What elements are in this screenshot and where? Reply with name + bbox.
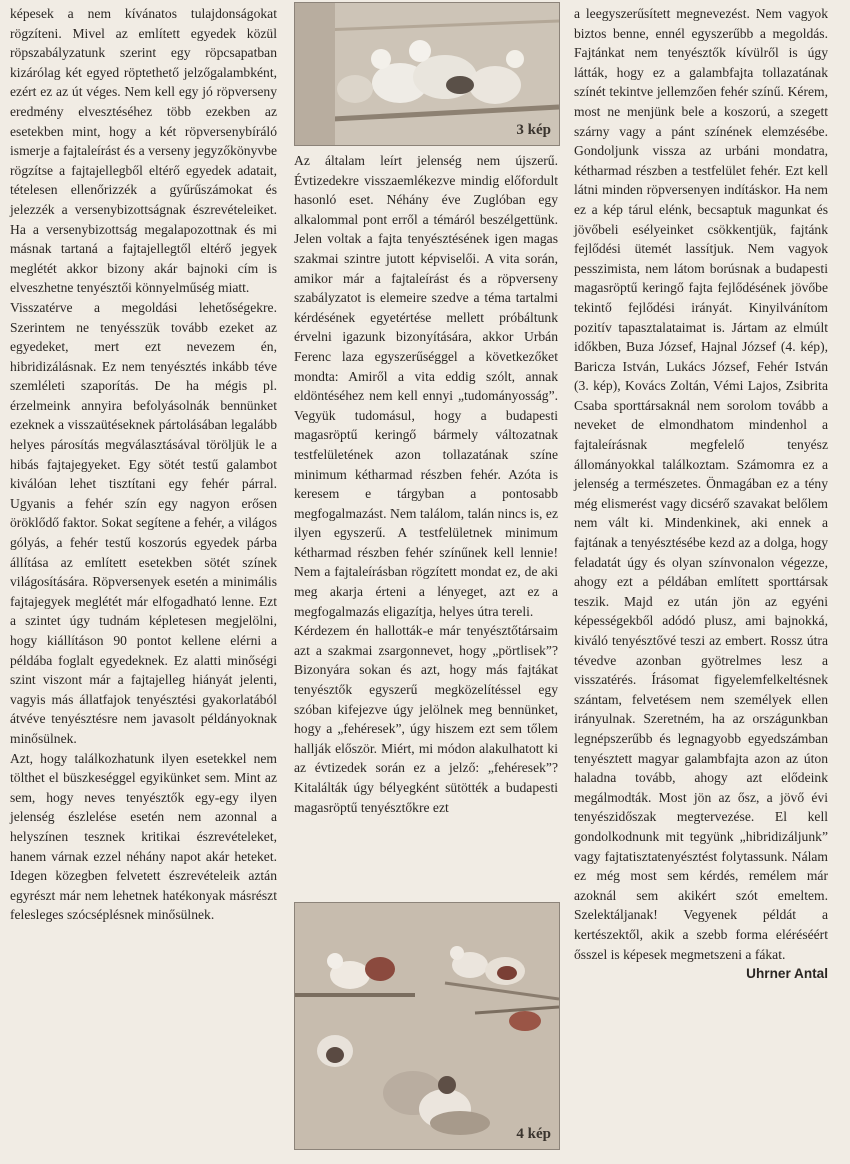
photo-caption: 4 kép <box>516 1126 551 1142</box>
paragraph: képesek a nem kívánatos tulajdonságokat rögzíteni. Mivel az említett egyedek közül röpszabályzatunk szerint egy röpcsapatban kizárólag két egyed röptethető jelzőgalambként, ezért ez az út véges. Nem kell egy jó röpverseny eredmény elvesztéséhez több ezekben az esetekben mint, hogy a két röpversenybíráló ismerje a fajtaleírást és a verseny jegyzőkönyvbe rögzítse a fajtajellegből eltérő egyedek adatait, tételesen ellenőrizzék a gyűrűszámokat és jelezzék a versenybizottságnak észrevételeiket. Ha a versenybizottság megalapozottnak és mi másnak tartaná a fajtajellegtől eltérő jegyek meglétét akkor bizony akár bajnoki cím is elveszhetne tenyésztői könnyelműség miatt. <box>10 6 277 296</box>
text-column-1 <box>10 4 277 925</box>
paragraph: Azt, hogy találkozhatunk ilyen esetekkel nem tölthet el büszkeséggel egyikünket sem. Mint az sem, hogy neves tenyésztők egy-egy ilyen jelenség észlelése esetén nem azonnal a helyszínen tesznek kritikai észrevételeket, hanem várnak ezzel néhány napot akár heteket. Idegen közegben felvetett észrevételeik aztán egyrészt már nem lehetnek hatékonyak másrészt felesleges szócséplésnek minősülnek. <box>10 750 277 923</box>
pigeon-photo-4 <box>294 902 560 1150</box>
paragraph: Kérdezem én hallották-e már tenyésztőtársaim azt a szakmai zsargonnevet, hogy „pörtlisek”? Bizonyára sokan és azt, hogy más fajtákat tenyésztők egyszerű megközelítéssel egy szóban kifejezve úgy jelölnek meg bennünket, hogy a „fehéresek”, úgy hiszem ezt sem tőlem hallják először. Miért, mi módon alakulhatott ki az évtizedek során ez a jelző: „fehéresek”? Kitalálták úgy bélyegként sütötték a budapesti magasröptű tenyésztőkre ezt <box>294 623 558 815</box>
paragraph: Visszatérve a megoldási lehetőségekre. Szerintem ne tenyésszük tovább ezeket az egyedeket, mert ezt nevezem én, hibridizálásnak. Ez nem tenyésztés inkább téve szemléleti szaporítás. De ha mégis pl. érzelmeink annyira befolyásolnák bennünket ezeknek a visszaütéseknek pártolásában legalább helyes párosítás megválasztásával töröljük le a hibás fajtajegyeket. Egy sötét testű galambot kiválóan lehet tisztítani egy fehér párral. Ugyanis a fehér szín egy nagyon erősen öröklődő faktor. Sokat segítene a fehér, a világos gólyás, a fehér testű koszorús egyedek párba állítása az említett esetekben sötét színek világosítására. Röpversenyek esetén a minimális fajtajegyek meglétét már elfogadható lenne. Ezt a szintet úgy tudnám képletesen megjelölni, hogy kiállításon 90 pontot kellene elérni a példába foglalt egyedeknek. Ez alatti minőségi szint viszont már a fajtajelleg hiányát jelenti, vagyis más állatfajok tenyésztési gyakorlatából átvéve tenyésztésre nem javasolt példányoknak minősülnek. <box>10 299 277 746</box>
text-column-3 <box>574 4 828 984</box>
paragraph: a leegyszerűsített megnevezést. Nem vagyok biztos benne, ennél egyszerűbb a megoldás. Fajtánkat nem tenyésztők kívülről is úgy látták, hogy ez a galambfajta tollazatának színét tekintve jellemzően fehér színű. Kérem, most ne menjünk bele a koszorú, a szegett szárny vagy a pánt színének elemzésébe. Gondoljunk vissza az urbáni mondatra, kétharmad részben a testfelület fehér. Ezt kell látni minden röpversenyen indításkor. Ha nem ez a kép tárul elénk, becsaptuk magunkat és jövőbeli esélyeinket csökkentjük, fajtánk fejlődési ütemét lassítjuk. Nem vagyok pesszimista, nem látom borúsnak a budapesti magasröptű keringő fajta fejlődésének jövőbe tekintő fejlődési irányát. Kinyilvánítom pozitív tapasztalataimat is. Jártam az elmúlt időkben, Buza József, Hajnal József (4. kép), Baricza István, Lukács József, Fehér István (3. kép), Kovács Zoltán, Vémi Lajos, Zsibrita Csaba sporttársaknál nem sorolom tovább a neveket de elmondhatom mindenhol a fajtaleírásnak megfelelő tenyész állományokkal találkoztam. Számomra ez a jelenség a természetes. Önmagában ez a tény még elismerést vagy dicsérő szavakat belőlem nem vált ki. Mindenkinek, aki ennek a fajtának a tenyésztésébe kezd az a dolga, hogy feladatát úgy és olyan színvonalon végezze, ahogy ezt a példában említett sporttársak teszik. Majd ez után jön az egyéni képességekből adódó plusz, ami bajnokká, kiváló tenyésztővé teszi az embert. Rossz útra tévedve azonban gyötrelmes lesz a visszatérés. Írásomat figyelemfelkeltésnek szántam, felvetésem nem személyek ellen irányulnak. Szeretném, ha az országunkban legnépszerűbb és legnagyobb egyedszámban tenyésztett magyar galambfajta azon az úton haladna tovább, ahogy azt elődeink megálmodták. Most jön az ősz, a jövő évi tenyészidőszak megtervezése. El kell gondolkodnunk mit tegyünk „hibridizáljunk” vagy fajtatisztatenyésztést folytassunk. Nálam ez még most sem kérdés, remélem már azoknál sem akikért szót emeltem. Szelektáljanak! Vegyenek példát a kertészektől, akik a szebb forma eléréséért ősszel is képesek megmetszeni a fákat. <box>574 6 828 962</box>
author-name: Uhrner Antal <box>746 966 828 982</box>
pigeons-in-loft-illustration <box>295 903 559 1149</box>
photo-caption: 3 kép <box>516 122 551 138</box>
signature-line <box>574 964 828 984</box>
paragraph: Az általam leírt jelenség nem újszerű. Évtizedekre visszaemlékezve mindig előfordult hasonló eset. Néhány éve Zuglóban egy alkalommal pont erről a témáról beszélgettünk. Jelen voltak a fajta tenyésztésének igen magas szakmai szintre jutott képviselői. A vita során, amikor már a fajtaleírást és a röpverseny szabályzatot is elemeire szedve a téma tartalmi kérdésének egyetértése mellett próbáltunk érvelni igazunk bizonyítására, akkor Urbán Ferenc laza egyszerűséggel a következőket mondta: Amiről a vita eddig szólt, annak eldöntéséhez nem kell ennyi „tudományosság”. Vegyük tudomásul, hogy a budapesti magasröptű keringő bármely változatnak testfelületének azon tollazatának színe minimum kétharmad részben fehér. Azóta is keresem e tárgyban a pontosabb megfogalmazást. Nem találom, talán nincs is, ez ilyen egyszerű. A testfelületnek minimum kétharmad részben fehér színűnek kell lennie! Nem a fajtaleírásban rögzített mondat ez, de aki meg akarja érteni a lényeget, azt ez a megfogalmazás eligazítja, helyes útra tereli. <box>294 153 558 619</box>
pigeon-photo-3 <box>294 2 560 146</box>
text-column-2 <box>294 151 558 817</box>
